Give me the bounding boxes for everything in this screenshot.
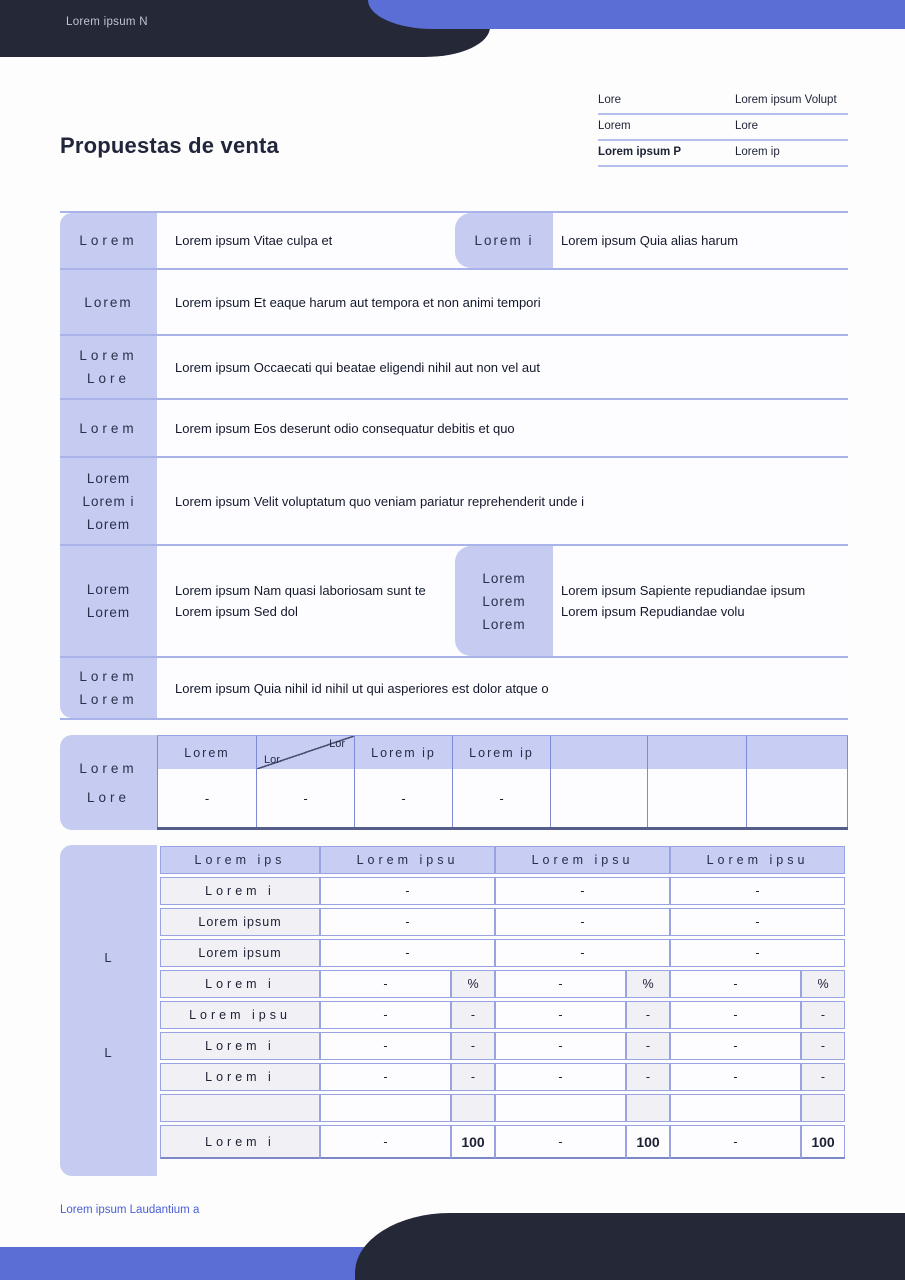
matrix-percent-cell: - — [626, 1063, 670, 1091]
matrix-percent-cell: - — [626, 1032, 670, 1060]
mid-label-line: Lorem i — [474, 233, 534, 248]
matrix-cell: - — [670, 908, 845, 936]
content-line: Lorem ipsum Nam quasi laboriosam sunt te — [175, 583, 426, 598]
matrix-cell: - — [320, 1001, 451, 1029]
row-content — [157, 458, 848, 544]
row-content — [157, 270, 848, 334]
matrix-percent-cell: - — [801, 1001, 845, 1029]
content-line: Lorem ipsum Occaecati qui beatae eligendi nihil aut non vel aut — [175, 359, 540, 375]
row-label-line: Lorem — [86, 470, 131, 486]
row-label — [60, 336, 157, 398]
matrix-cell: - — [495, 970, 626, 998]
matrix-cell: - — [320, 877, 495, 905]
row-label-line: Lorem — [79, 233, 138, 248]
row-label — [60, 458, 157, 544]
info-value: Lore — [735, 120, 759, 132]
form-row — [60, 400, 848, 458]
matrix-row — [160, 908, 845, 936]
matrix-cell: - — [320, 970, 451, 998]
row-mid-label — [455, 546, 553, 656]
row-label — [60, 658, 157, 718]
matrix-percent-cell — [801, 1094, 845, 1122]
grid-value-cell: - — [355, 769, 452, 827]
matrix-percent-cell: % — [451, 970, 495, 998]
grid-header-diagonal-cell — [257, 736, 354, 769]
row-label-line: Lorem — [79, 348, 138, 363]
form-row — [60, 658, 848, 720]
matrix-cell: - — [320, 1032, 451, 1060]
grid-value-cell: - — [158, 769, 256, 827]
form-table — [60, 211, 848, 720]
matrix-row — [160, 970, 845, 998]
mid-label-line: Lorem — [482, 593, 526, 609]
grid-value-cell — [551, 769, 647, 827]
content-line: Lorem ipsum Quia alias harum — [561, 233, 739, 248]
row-content — [157, 658, 848, 718]
diagonal-top-label: Lor — [329, 738, 345, 750]
matrix-cell: - — [670, 877, 845, 905]
content-line: Lorem ipsum Et eaque harum aut tempora et non animi tempori — [175, 294, 541, 310]
grid-header-cell — [551, 736, 647, 769]
grid-column — [354, 736, 452, 827]
matrix-row-label — [160, 1094, 320, 1122]
grid-value-cell: - — [453, 769, 550, 827]
matrix-percent-cell: % — [626, 970, 670, 998]
matrix-cell: - — [670, 1001, 801, 1029]
footer-link[interactable]: Lorem ipsum Laudantium a — [60, 1204, 200, 1216]
row-label — [60, 270, 157, 334]
matrix-row-label: Lorem i — [160, 1125, 320, 1159]
matrix-row — [160, 1001, 845, 1029]
grid-column — [157, 736, 256, 827]
matrix-header-row — [160, 846, 845, 874]
info-row — [598, 142, 848, 167]
grid-value-cell: - — [257, 769, 354, 827]
info-label: Lorem — [598, 120, 631, 132]
matrix-row — [160, 1063, 845, 1091]
form-row — [60, 336, 848, 400]
matrix-col-header: Lorem ipsu — [670, 846, 845, 874]
matrix-row-label: Lorem ipsum — [160, 908, 320, 936]
matrix-row — [160, 1032, 845, 1060]
matrix-percent-cell — [451, 1094, 495, 1122]
grid-label-line: Lore — [86, 789, 131, 805]
info-value: Lorem ip — [735, 146, 780, 158]
row-label-line: Lorem — [84, 294, 133, 310]
matrix-percent-cell: - — [801, 1032, 845, 1060]
form-row — [60, 213, 848, 270]
matrix-cell: - — [320, 908, 495, 936]
matrix-grid — [160, 843, 845, 1162]
matrix-side-band — [60, 845, 157, 1176]
matrix-percent-cell: - — [451, 1001, 495, 1029]
row-label — [60, 546, 157, 656]
info-row — [598, 116, 848, 141]
matrix-cell: - — [495, 908, 670, 936]
info-row — [598, 90, 848, 115]
grid-header-cell: Lorem ip — [355, 736, 452, 769]
matrix-cell: - — [670, 1125, 801, 1159]
grid-header-cell — [648, 736, 746, 769]
row-content — [157, 546, 455, 656]
row-label-line: Lorem i — [82, 493, 135, 509]
form-row — [60, 270, 848, 336]
row-mid-label — [455, 213, 553, 268]
top-blue-shape — [368, 0, 905, 29]
grid-column — [452, 736, 550, 827]
matrix-cell — [670, 1094, 801, 1122]
page-title: Propuestas de venta — [60, 132, 279, 158]
matrix-col-header: Lorem ipsu — [320, 846, 495, 874]
matrix-cell: - — [495, 939, 670, 967]
bottom-navy-shape — [355, 1213, 905, 1280]
header-bar-text: Lorem ipsum N — [66, 16, 148, 28]
matrix-cell: - — [495, 1063, 626, 1091]
matrix-row-label: Lorem i — [160, 1032, 320, 1060]
row-label-line: Lorem — [86, 582, 131, 597]
grid-column — [647, 736, 746, 827]
grid-table — [60, 735, 848, 830]
row-label-line: Lorem — [79, 692, 138, 707]
row-content — [157, 400, 848, 456]
grid-header-cell — [747, 736, 847, 769]
matrix-col-header: Lorem ipsu — [495, 846, 670, 874]
row-label-line: Lorem — [79, 420, 138, 436]
form-row — [60, 546, 848, 658]
grid-column — [550, 736, 647, 827]
info-table — [598, 90, 848, 168]
form-row — [60, 458, 848, 546]
matrix-row-empty — [160, 1094, 845, 1122]
matrix-total-cell: 100 — [801, 1125, 845, 1159]
matrix-total-cell: 100 — [626, 1125, 670, 1159]
matrix-col-header: Lorem ips — [160, 846, 320, 874]
info-value: Lorem ipsum Volupt — [735, 94, 837, 106]
matrix-total-cell: 100 — [451, 1125, 495, 1159]
matrix-row-label: Lorem ipsu — [160, 1001, 320, 1029]
matrix-cell: - — [320, 1063, 451, 1091]
matrix-cell: - — [670, 1063, 801, 1091]
mid-label-line: Lorem — [482, 616, 526, 632]
matrix-total-row — [160, 1125, 845, 1159]
matrix-cell: - — [670, 939, 845, 967]
matrix-cell: - — [495, 1125, 626, 1159]
grid-value-cell — [747, 769, 847, 827]
matrix-row — [160, 877, 845, 905]
grid-columns — [157, 735, 848, 830]
grid-column — [256, 736, 354, 827]
row-label — [60, 400, 157, 456]
row-label-line: Lorem — [86, 605, 131, 620]
row-content — [157, 336, 848, 398]
matrix-side-label: L — [104, 1045, 113, 1060]
matrix-cell — [495, 1094, 626, 1122]
content-line: Lorem ipsum Eos deserunt odio consequatur debitis et quo — [175, 420, 515, 436]
content-line: Lorem ipsum Sed dol — [175, 604, 298, 619]
grid-value-cell — [648, 769, 746, 827]
matrix-row — [160, 939, 845, 967]
matrix-row-label: Lorem i — [160, 1063, 320, 1091]
row-label-line: Lorem — [79, 669, 138, 684]
row-content — [157, 213, 455, 268]
grid-header-cell: Lorem ip — [453, 736, 550, 769]
grid-column — [746, 736, 848, 827]
matrix-cell: - — [670, 1032, 801, 1060]
content-line: Lorem ipsum Quia nihil id nihil ut qui asperiores est dolor atque o — [175, 680, 549, 696]
matrix-cell: - — [670, 970, 801, 998]
matrix-percent-cell: - — [451, 1032, 495, 1060]
matrix-cell: - — [495, 877, 670, 905]
content-line: Lorem ipsum Sapiente repudiandae ipsum — [561, 583, 806, 598]
row-content-2 — [553, 546, 848, 656]
matrix-percent-cell: % — [801, 970, 845, 998]
grid-header-cell: Lorem — [158, 736, 256, 769]
diagonal-bottom-label: Lor — [264, 754, 280, 766]
content-line: Lorem ipsum Velit voluptatum quo veniam pariatur reprehenderit unde i — [175, 493, 585, 509]
matrix-row-label: Lorem i — [160, 877, 320, 905]
matrix-cell: - — [320, 939, 495, 967]
matrix-side-label: L — [104, 950, 113, 965]
mid-label-line: Lorem — [482, 570, 526, 586]
matrix-percent-cell: - — [451, 1063, 495, 1091]
info-label: Lore — [598, 94, 622, 106]
matrix-row-label: Lorem ipsum — [160, 939, 320, 967]
grid-table-label — [60, 735, 157, 830]
matrix-cell: - — [320, 1125, 451, 1159]
matrix-row-label: Lorem i — [160, 970, 320, 998]
matrix-percent-cell: - — [626, 1001, 670, 1029]
row-label — [60, 213, 157, 268]
grid-label-line: Lorem — [79, 760, 138, 776]
matrix-cell: - — [495, 1001, 626, 1029]
matrix-percent-cell — [626, 1094, 670, 1122]
row-label-line: Lore — [86, 371, 131, 386]
row-label-line: Lorem — [86, 516, 131, 532]
matrix-percent-cell: - — [801, 1063, 845, 1091]
matrix-cell — [320, 1094, 451, 1122]
content-line: Lorem ipsum Repudiandae volu — [561, 604, 745, 619]
content-line: Lorem ipsum Vitae culpa et — [175, 233, 333, 248]
info-label: Lorem ipsum P — [598, 146, 682, 158]
matrix-table — [60, 845, 848, 1178]
row-content-2 — [553, 213, 848, 268]
matrix-cell: - — [495, 1032, 626, 1060]
